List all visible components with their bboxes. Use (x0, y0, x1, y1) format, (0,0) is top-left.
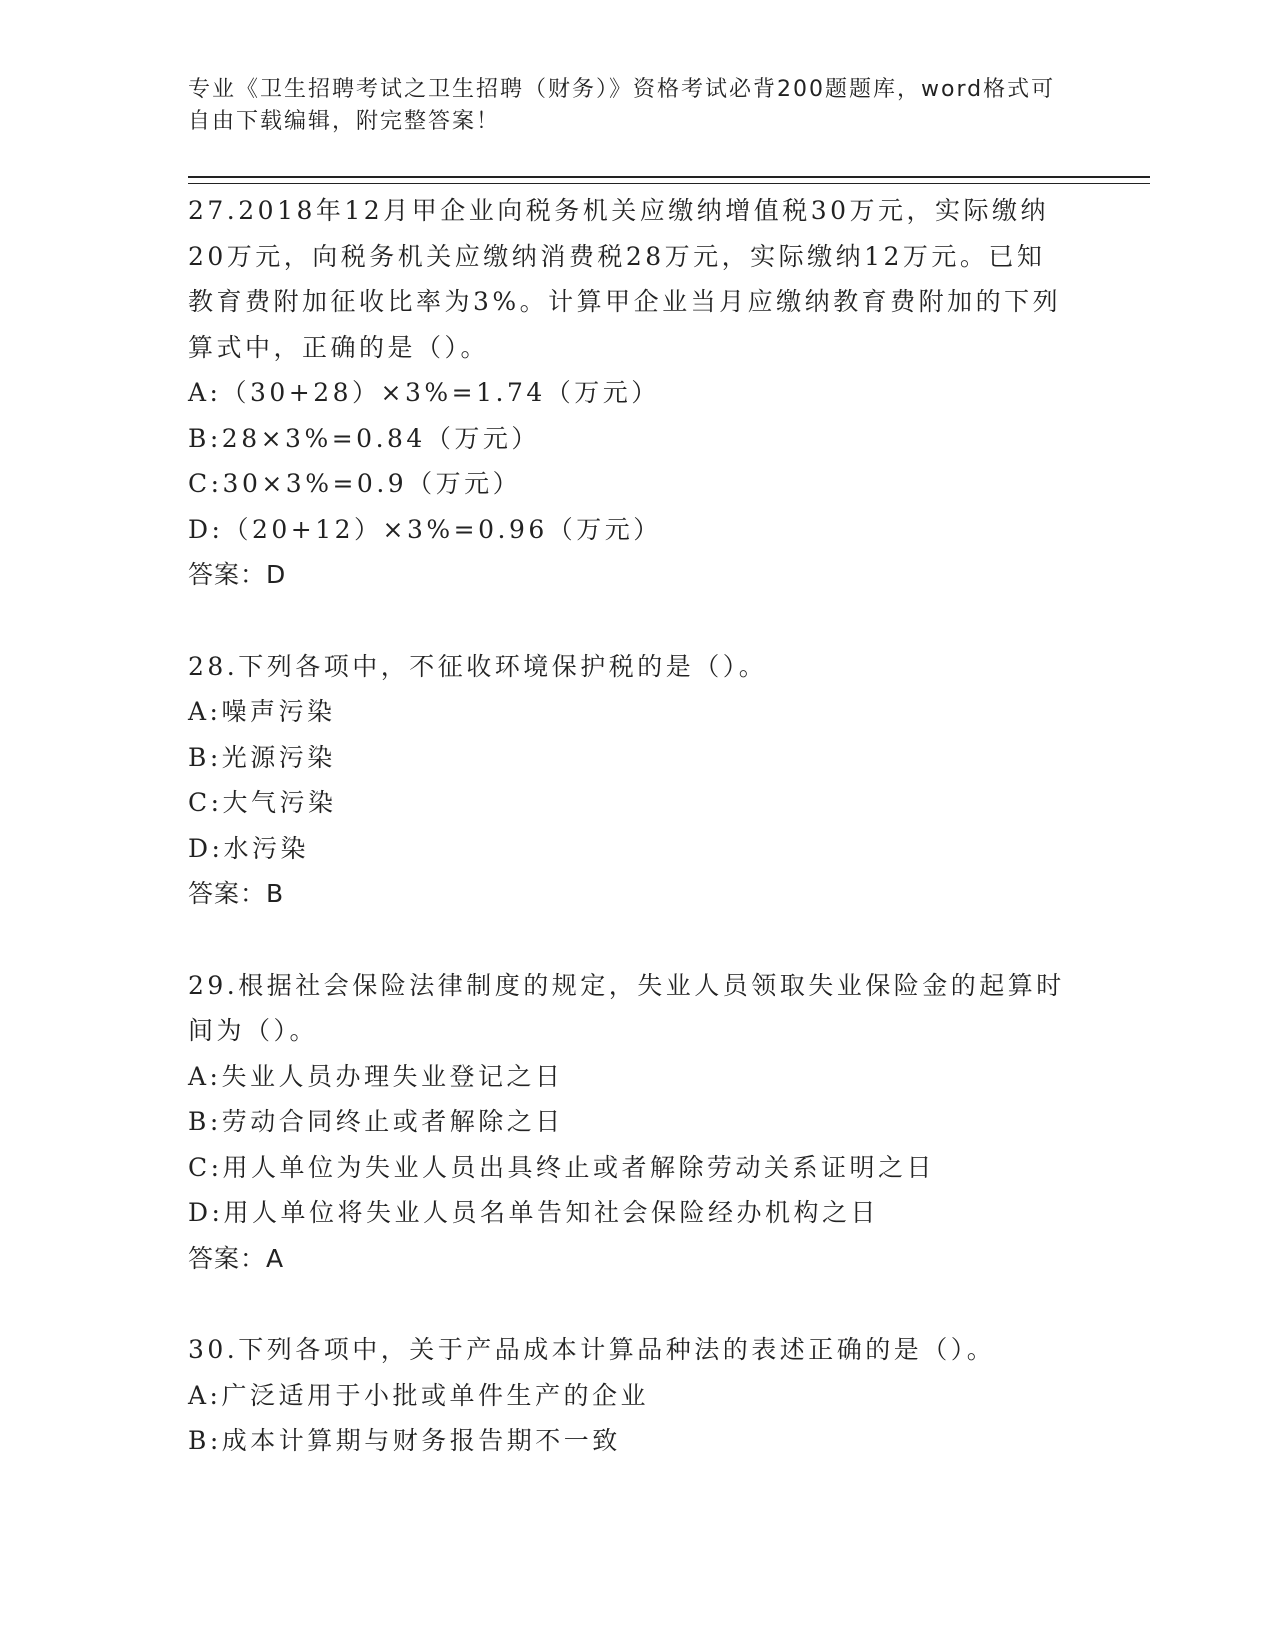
option-a: A:噪声污染 (188, 697, 336, 726)
option-c: C:30×3%=0.9（万元） (188, 469, 522, 498)
option-b: B:劳动合同终止或者解除之日 (188, 1107, 564, 1136)
option-a: A:失业人员办理失业登记之日 (188, 1061, 564, 1091)
answer: 答案：A (188, 1243, 285, 1273)
question-27 (188, 188, 1068, 598)
question-29 (188, 963, 1068, 1282)
question-30 (188, 1327, 1068, 1464)
question-stem: 30.下列各项中，关于产品成本计算品种法的表述正确的是（）。 (188, 1335, 996, 1364)
question-28 (188, 644, 1068, 917)
option-d: D:水污染 (188, 833, 309, 863)
question-list (188, 188, 1068, 1510)
option-b: B:光源污染 (188, 742, 336, 772)
option-d: D:（20+12）×3%=0.96（万元） (188, 514, 662, 544)
option-a: A:（30+28）×3%=1.74（万元） (188, 378, 660, 407)
answer: 答案：D (188, 560, 287, 589)
option-b: B:28×3%=0.84（万元） (188, 423, 540, 453)
option-a: A:广泛适用于小批或单件生产的企业 (188, 1380, 649, 1410)
option-c: C:大气污染 (188, 788, 337, 817)
question-stem: 29.根据社会保险法律制度的规定，失业人员领取失业保险金的起算时间为（）。 (188, 970, 1065, 1045)
option-c: C:用人单位为失业人员出具终止或者解除劳动关系证明之日 (188, 1152, 936, 1182)
question-stem: 27.2018年12月甲企业向税务机关应缴纳增值税30万元，实际缴纳20万元，向税务机关应缴纳消费税28万元，实际缴纳12万元。已知教育费附加征收比率为3%。计算甲企业当月应缴纳教育费附加的下列算式中，正确的是（）。 (188, 196, 1062, 362)
option-b: B:成本计算期与财务报告期不一致 (188, 1426, 621, 1455)
option-d: D:用人单位将失业人员名单告知社会保险经办机构之日 (188, 1198, 879, 1227)
document-header: 专业《卫生招聘考试之卫生招聘（财务）》资格考试必背200题题库，word格式可自由下载编辑，附完整答案！ (188, 77, 1056, 134)
header-rule-thin (188, 183, 1150, 184)
answer: 答案：B (188, 879, 285, 908)
question-stem: 28.下列各项中，不征收环境保护税的是（）。 (188, 651, 768, 681)
header-rule-thick (188, 176, 1150, 178)
